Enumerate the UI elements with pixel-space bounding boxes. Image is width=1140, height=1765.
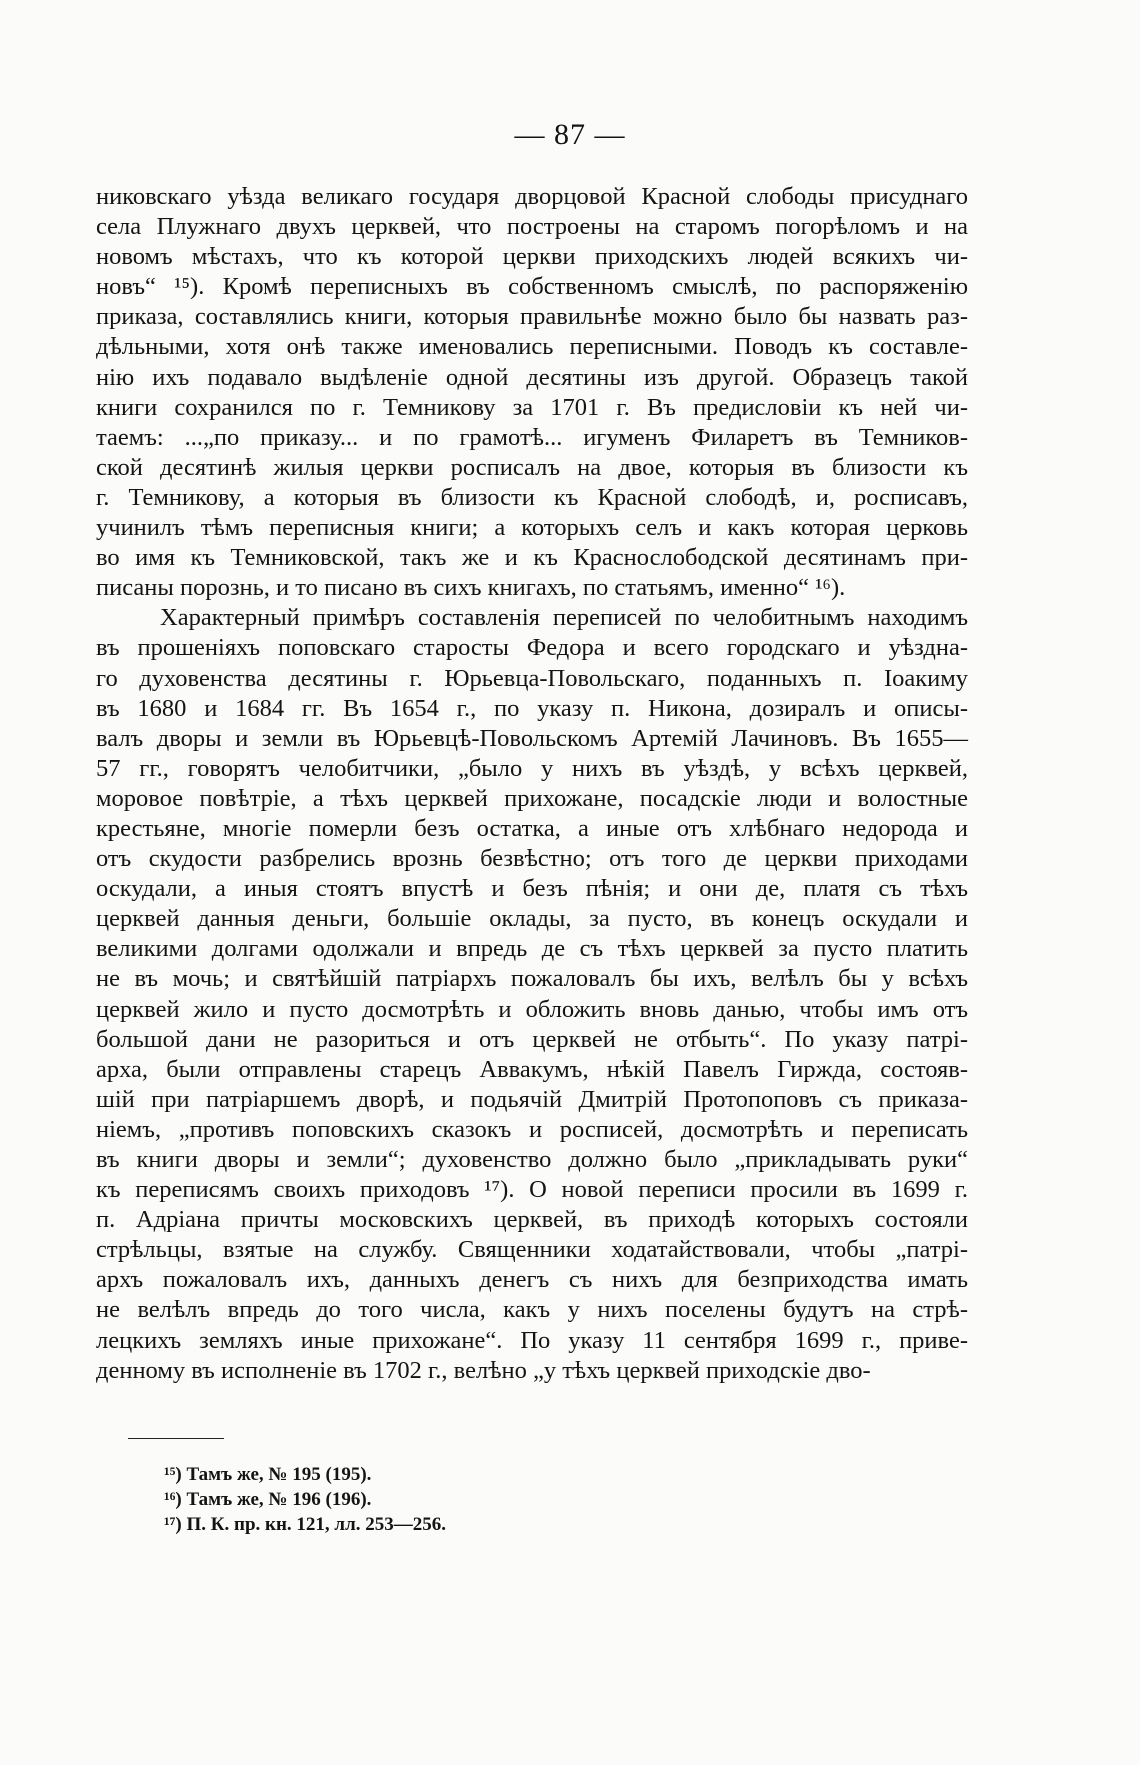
text-line: большой дани не разориться и отъ церквей не отбыть“. По указу патрі- — [96, 1025, 968, 1053]
text-line: крестьяне, многіе померли безъ остатка, а иные отъ хлѣбнаго недорода и — [96, 814, 968, 842]
text-line: нію ихъ подавало выдѣленіе одной десятины изъ другой. Образецъ такой — [96, 363, 968, 391]
text-line: къ переписямъ своихъ приходовъ ¹⁷). О новой переписи просили въ 1699 г. — [96, 1176, 968, 1204]
text-line: валъ дворы и земли въ Юрьевцѣ-Повольскомъ Артемій Лачиновъ. Въ 1655— — [96, 724, 968, 752]
footnote: ¹⁵) Тамъ же, № 195 (195). — [164, 1464, 372, 1485]
footnote: ¹⁶) Тамъ же, № 196 (196). — [164, 1489, 372, 1510]
footnote-divider — [128, 1438, 224, 1439]
text-line: великими долгами одолжали и впредь де съ тѣхъ церквей за пусто платить — [96, 935, 968, 963]
text-line: Характерный примѣръ составленія переписей по челобитнымъ находимъ — [160, 604, 968, 632]
text-line: новомъ мѣстахъ, что къ которой церкви приходскихъ людей всякихъ чи- — [96, 243, 968, 271]
text-line: церквей данныя деньги, большіе оклады, за пусто, въ конецъ оскудали и — [96, 905, 968, 933]
text-line: во имя къ Темниковской, такъ же и къ Краснослободской десятинамъ при- — [96, 544, 968, 572]
text-line: денному въ исполненіе въ 1702 г., велѣно „у тѣхъ церквей приходскіе дво- — [96, 1356, 871, 1384]
text-line: села Плужнаго двухъ церквей, что построены на старомъ погорѣломъ и на — [96, 213, 968, 241]
text-line: не въ мочь; и святѣйшій патріархъ пожаловалъ бы ихъ, велѣлъ бы у всѣхъ — [96, 965, 968, 993]
text-line: учинилъ тѣмъ переписныя книги; а которыхъ селъ и какъ которая церковь — [96, 514, 968, 542]
text-line: лецкихъ земляхъ иные прихожане“. По указу 11 сентября 1699 г., приве- — [96, 1326, 968, 1354]
text-line: ніемъ, „противъ поповскихъ сказокъ и росписей, досмотрѣть и переписать — [96, 1115, 968, 1143]
text-line: таемъ: ...„по приказу... и по грамотѣ... игуменъ Филаретъ въ Темников- — [96, 423, 968, 451]
text-line: никовскаго уѣзда великаго государя дворцовой Красной слободы присуднаго — [96, 183, 968, 210]
text-line: ской десятинѣ жилыя церкви росписалъ на двое, которыя въ близости къ — [96, 453, 968, 481]
text-line: дѣльными, хотя онѣ также именовались переписными. Поводъ къ составле- — [96, 333, 968, 361]
text-line: новъ“ ¹⁵). Кромѣ переписныхъ въ собственномъ смыслѣ, по распоряженію — [96, 273, 968, 301]
text-line: арха, были отправлены старецъ Аввакумъ, нѣкій Павелъ Гиржда, состояв- — [96, 1055, 968, 1083]
text-line: приказа, составлялись книги, которыя правильнѣе можно было бы назвать раз- — [96, 303, 968, 331]
text-line: го духовенства десятины г. Юрьевца-Повольскаго, поданныхъ п. Іоакиму — [96, 664, 968, 692]
text-line: оскудали, а иныя стоятъ впустѣ и безъ пѣнія; и они де, платя съ тѣхъ — [96, 875, 968, 903]
body-text — [96, 182, 968, 1386]
text-line: въ 1680 и 1684 гг. Въ 1654 г., по указу п. Никона, дозиралъ и описы- — [96, 694, 968, 722]
page-number: — 87 — — [514, 118, 626, 151]
text-line: 57 гг., говорятъ челобитчики, „было у нихъ въ уѣздѣ, у всѣхъ церквей, — [96, 754, 968, 782]
text-line: писаны порознь, и то писано въ сихъ книгахъ, по статьямъ, именно“ ¹⁶). — [96, 574, 846, 602]
text-line: церквей жило и пусто досмотрѣть и обложить вновь данью, чтобы имъ отъ — [96, 995, 968, 1023]
text-line: г. Темникову, а которыя въ близости къ Красной слободѣ, и, росписавъ, — [96, 483, 968, 511]
text-line: моровое повѣтріе, а тѣхъ церквей прихожане, посадскіе люди и волостные — [96, 784, 968, 812]
text-line: стрѣльцы, взятые на службу. Священники ходатайствовали, чтобы „патрі- — [96, 1236, 968, 1264]
text-line: п. Адріана причты московскихъ церквей, въ приходѣ которыхъ состояли — [96, 1206, 968, 1234]
footnote: ¹⁷) П. К. пр. кн. 121, лл. 253—256. — [164, 1514, 447, 1535]
footnotes — [164, 1462, 764, 1537]
text-line: архъ пожаловалъ ихъ, данныхъ денегъ съ нихъ для безприходства имать — [96, 1266, 968, 1294]
text-line: не велѣлъ впредь до того числа, какъ у нихъ поселены будутъ на стрѣ- — [96, 1296, 968, 1324]
text-line: книги сохранился по г. Темникову за 1701 г. Въ предисловіи къ ней чи- — [96, 393, 968, 421]
text-line: въ прошеніяхъ поповскаго старосты Федора и всего городскаго и уѣздна- — [96, 634, 968, 662]
text-line: шій при патріаршемъ дворѣ, и подьячій Дмитрій Протопоповъ съ приказа- — [96, 1085, 968, 1113]
text-line: отъ скудости разбрелись врознь безвѣстно; отъ того де церкви приходами — [96, 845, 968, 873]
text-line: въ книги дворы и земли“; духовенство должно было „прикладывать руки“ — [96, 1146, 968, 1173]
